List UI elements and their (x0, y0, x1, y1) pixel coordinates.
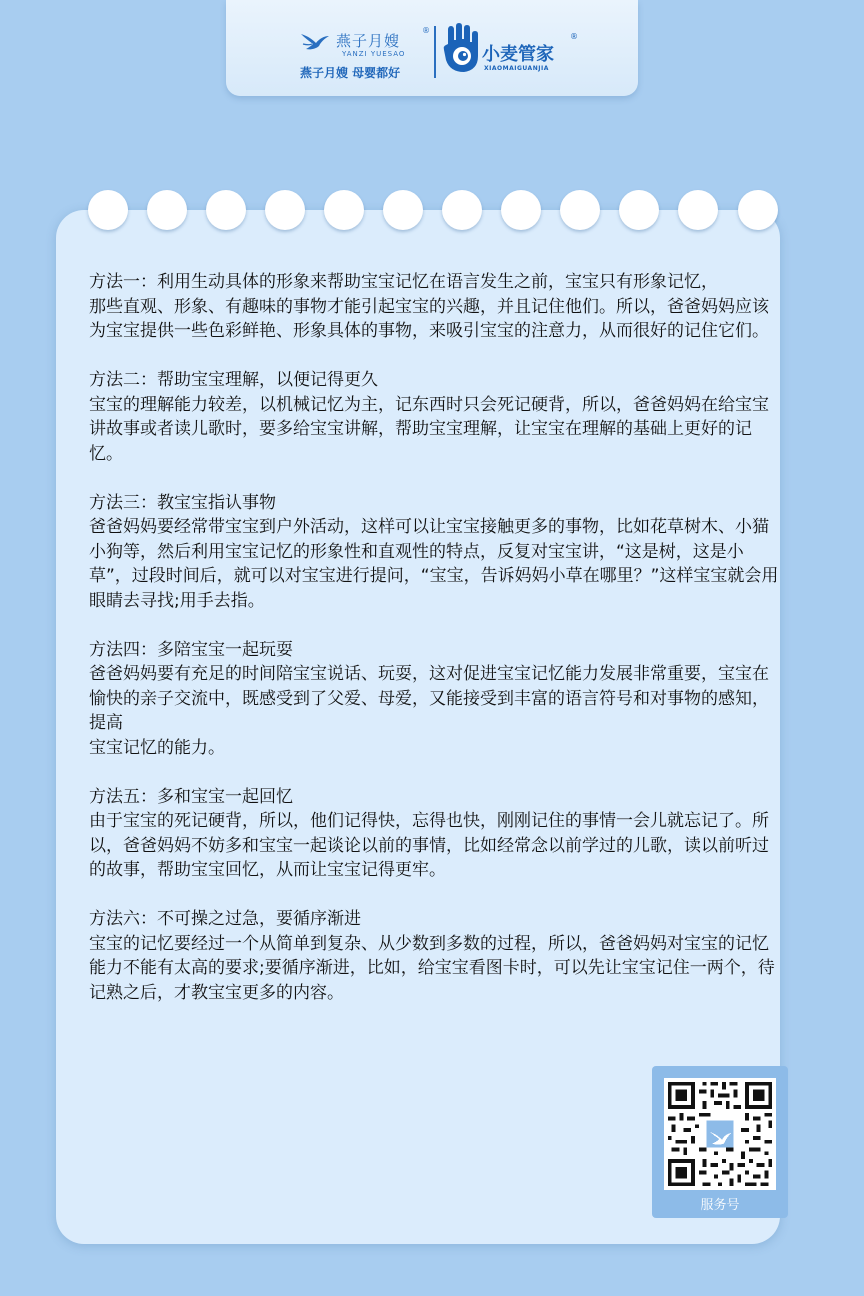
brand-slogan: 燕子月嫂 母婴都好 (300, 66, 401, 80)
method-body: 爸爸妈妈要经常带宝宝到户外活动，这样可以让宝宝接触更多的事物，比如花草树木、小猫小狗等，然后利用宝宝记忆的形象性和直观性的特点，反复对宝宝讲，“这是树，这是小草”，过段时间后，就可以对宝宝进行提问，“宝宝，告诉妈妈小草在哪里？”这样宝宝就会用眼睛去寻找;用手去指。 (89, 517, 779, 611)
header-brand-tab (226, 0, 638, 96)
binding-hole (147, 190, 187, 230)
registered-mark: ® (422, 26, 430, 35)
method-title: 方法六：不可操之过急，要循序渐进 (89, 909, 361, 929)
qr-code-label: 服务号 (700, 1198, 740, 1213)
method-section-6 (89, 907, 779, 1005)
binding-hole (383, 190, 423, 230)
method-section-1 (89, 270, 779, 344)
qr-code-icon (664, 1078, 776, 1190)
method-title: 方法五：多和宝宝一起回忆 (89, 786, 293, 807)
brand-yanzi-name: 燕子月嫂 (336, 32, 401, 50)
method-title: 方法一：利用生动具体的形象来帮助宝宝记忆在语言发生之前，宝宝只有形象记忆， (89, 272, 718, 292)
binding-hole (206, 190, 246, 230)
method-section-5 (89, 785, 779, 883)
method-section-4 (89, 638, 779, 761)
qr-code-card (652, 1066, 788, 1218)
method-body: 爸爸妈妈要有充足的时间陪宝宝说话、玩耍，这对促进宝宝记忆能力发展非常重要，宝宝在愉快的亲子交流中，既感受到了父爱、母爱，又能接受到丰富的语言符号和对事物的感知，提高 (89, 664, 769, 733)
method-body: 那些直观、形象、有趣味的事物才能引起宝宝的兴趣，并且记住他们。所以，爸爸妈妈应该为宝宝提供一些色彩鲜艳、形象具体的事物，来吸引宝宝的注意力，从而很好的记住它们。 (89, 296, 769, 341)
binding-hole (88, 190, 128, 230)
method-title: 方法二：帮助宝宝理解，以便记得更久 (89, 370, 378, 390)
binding-hole (619, 190, 659, 230)
brand-divider (434, 26, 436, 78)
brand-yanzi-pinyin: YANZI YUESAO (342, 50, 406, 58)
binding-hole (738, 190, 778, 230)
method-body: 宝宝的记忆要经过一个从简单到复杂、从少数到多数的过程，所以，爸爸妈妈对宝宝的记忆能力不能有太高的要求;要循序渐进，比如，给宝宝看图卡时，可以先让宝宝记住一两个，待记熟之后，才教宝宝更多的内容。 (89, 933, 775, 1003)
article-content (89, 270, 779, 1030)
brand-xiaomai-logo (440, 22, 600, 82)
method-body: 由于宝宝的死记硬背，所以，他们记得快，忘得也快，刚刚记住的事情一会儿就忘记了。所以，爸爸妈妈不妨多和宝宝一起谈论以前的事情，比如经常念以前学过的儿歌，读以前听过的故事，帮助宝宝回忆，从而让宝宝记得更牢。 (89, 811, 769, 880)
binding-hole (678, 190, 718, 230)
swallow-bird-icon (300, 30, 330, 52)
binding-hole (324, 190, 364, 230)
brand-yanzi-logo (300, 18, 430, 82)
notebook-binding-holes (90, 190, 790, 230)
binding-hole (501, 190, 541, 230)
qr-code-image[interactable] (664, 1078, 776, 1190)
method-body: 宝宝的理解能力较差，以机械记忆为主，记东西时只会死记硬背，所以，爸爸妈妈在给宝宝讲故事或者读儿歌时，要多给宝宝讲解，帮助宝宝理解，让宝宝在理解的基础上更好的记忆。 (89, 394, 769, 464)
binding-hole (442, 190, 482, 230)
method-title: 方法三：教宝宝指认事物 (89, 492, 276, 513)
method-title: 方法四：多陪宝宝一起玩耍 (89, 639, 293, 660)
brand-xiaomai-pinyin: XIAOMAIGUANJIA (484, 65, 549, 72)
binding-hole (560, 190, 600, 230)
method-section-3 (89, 491, 779, 614)
registered-mark: ® (570, 32, 578, 41)
method-body-extra: 宝宝记忆的能力。 (89, 737, 225, 758)
mascot-hand-icon (440, 22, 484, 78)
method-section-2 (89, 368, 779, 466)
brand-xiaomai-name: 小麦管家 (482, 44, 554, 65)
binding-hole (265, 190, 305, 230)
